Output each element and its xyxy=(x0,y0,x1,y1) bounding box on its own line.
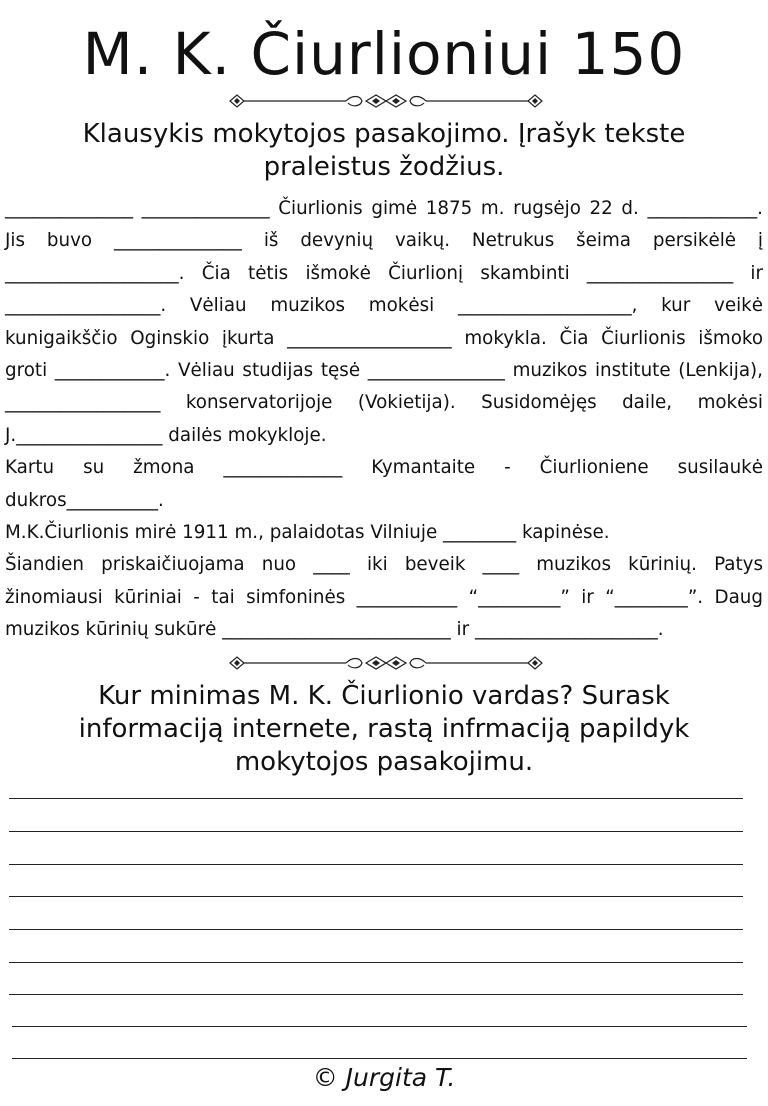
answer-line[interactable] xyxy=(9,864,743,865)
answer-line[interactable] xyxy=(9,962,743,963)
answer-line[interactable] xyxy=(12,1026,747,1027)
paragraph-biography: ______________ ______________ Čiurlionis gimė 1875 m. rugsėjo 22 d. ____________. Jis buvo ______________ iš devynių vaikų. Netrukus šeima persikėlė į ___________________. Čia tėtis išmokė Čiurlionį skambinti ________________ ir _________________. Vėliau muzikos mokėsi ___________________, kur veikė kunigaikščio Oginskio įkurta __________________ mokykla. Čia Čiurlionis išmoko groti ____________. Vėliau studijas tęsė _______________ muzikos institute (Lenkija), _________________ konservatorijoje (Vokietija). Susidomėjęs daile, mokėsi J.________________ dailės mokykloje. xyxy=(5,198,763,446)
section2-heading-line2: informaciją internete, rastą infrmaciją papildyk xyxy=(78,714,690,744)
ornament-divider-middle xyxy=(228,655,544,671)
answer-line[interactable] xyxy=(9,929,743,930)
ornament-divider-top xyxy=(228,93,544,109)
paragraph-family: Kartu su žmona _____________ Kymantaite - Čiurlioniene susilaukė dukros__________. xyxy=(5,457,763,511)
section1-heading-line1: Klausykis mokytojos pasakojimo. Įrašyk tekste xyxy=(82,119,686,149)
answer-line[interactable] xyxy=(9,831,743,832)
fill-in-text xyxy=(5,193,763,647)
paragraph-works: Šiandien priskaičiuojama nuo ____ iki beveik ____ muzikos kūrinių. Patys žinomiausi kūriniai - tai simfoninės ___________ “_________” ir “________”. Daug muzikos kūrinių sukūrė _________________________ ir ____________________. xyxy=(5,554,763,641)
page-title: M. K. Čiurlioniui 150 xyxy=(82,20,686,88)
answer-line[interactable] xyxy=(9,798,743,799)
section2-heading-line1: Kur minimas M. K. Čiurlionio vardas? Surask xyxy=(98,681,670,711)
section2-heading-line3: mokytojos pasakojimu. xyxy=(234,747,534,777)
section1-heading xyxy=(30,118,738,184)
section1-heading-line2: praleistus žodžius. xyxy=(263,152,505,182)
answer-line[interactable] xyxy=(9,994,743,995)
author-credit: © Jurgita T. xyxy=(312,1063,456,1092)
paragraph-death: M.K.Čiurlionis mirė 1911 m., palaidotas Vilniuje ________ kapinėse. xyxy=(5,522,610,544)
answer-line[interactable] xyxy=(9,896,743,897)
section2-heading xyxy=(30,680,738,779)
